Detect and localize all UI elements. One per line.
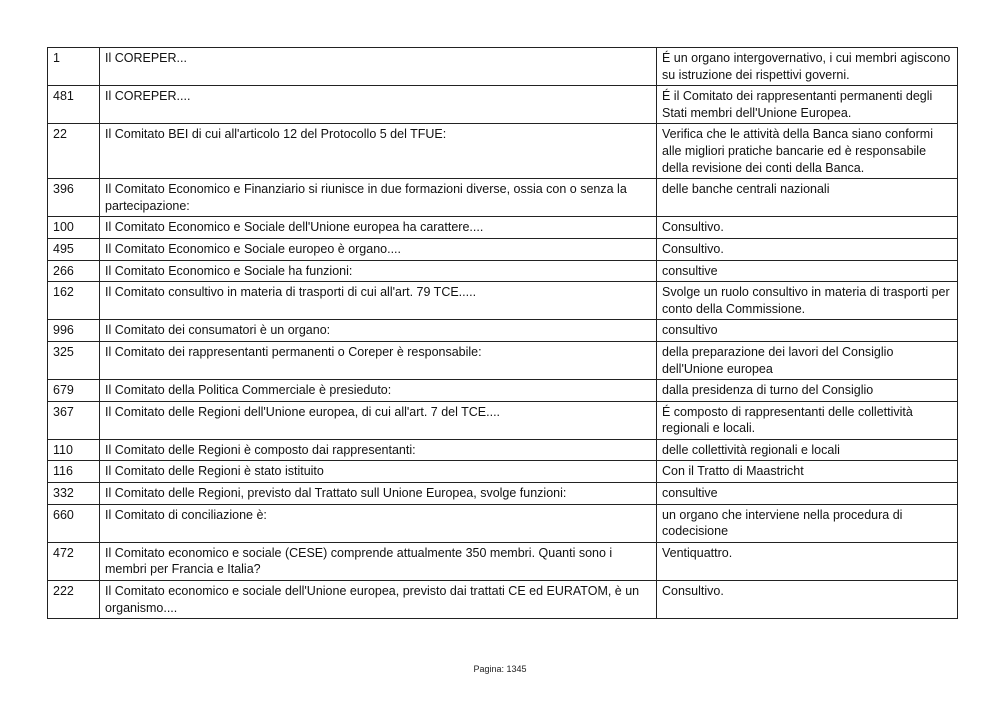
question-number-cell: 266 — [48, 260, 100, 282]
page-footer: Pagina: 1345 — [473, 664, 527, 674]
question-cell: Il COREPER... — [100, 48, 657, 86]
table-row — [48, 320, 958, 342]
question-number-cell: 116 — [48, 461, 100, 483]
table-row — [48, 483, 958, 505]
table-row — [48, 48, 958, 86]
answer-cell: consultive — [657, 483, 958, 505]
question-number-cell: 367 — [48, 401, 100, 439]
question-number-cell: 996 — [48, 320, 100, 342]
table-row — [48, 542, 958, 580]
question-cell: Il Comitato delle Regioni dell'Unione europea, di cui all'art. 7 del TCE.... — [100, 401, 657, 439]
question-number-cell: 222 — [48, 581, 100, 619]
question-cell: Il Comitato di conciliazione è: — [100, 504, 657, 542]
table-row — [48, 282, 958, 320]
question-cell: Il Comitato consultivo in materia di trasporti di cui all'art. 79 TCE..... — [100, 282, 657, 320]
table-row — [48, 401, 958, 439]
table-row — [48, 217, 958, 239]
question-cell: Il Comitato dei rappresentanti permanenti o Coreper è responsabile: — [100, 341, 657, 379]
answer-cell: consultivo — [657, 320, 958, 342]
question-cell: Il Comitato delle Regioni è composto dai rappresentanti: — [100, 439, 657, 461]
answer-cell: consultive — [657, 260, 958, 282]
question-cell: Il COREPER.... — [100, 86, 657, 124]
answer-cell: Svolge un ruolo consultivo in materia di trasporti per conto della Commissione. — [657, 282, 958, 320]
table-row — [48, 461, 958, 483]
table-row — [48, 179, 958, 217]
question-cell: Il Comitato economico e sociale dell'Unione europea, previsto dai trattati CE ed EURATOM, è un organismo.... — [100, 581, 657, 619]
answer-cell: Con il Tratto di Maastricht — [657, 461, 958, 483]
answer-cell: Consultivo. — [657, 238, 958, 260]
question-cell: Il Comitato BEI di cui all'articolo 12 del Protocollo 5 del TFUE: — [100, 124, 657, 179]
question-number-cell: 325 — [48, 341, 100, 379]
question-cell: Il Comitato Economico e Finanziario si riunisce in due formazioni diverse, ossia con o senza la partecipazione: — [100, 179, 657, 217]
question-number-cell: 472 — [48, 542, 100, 580]
answer-cell: un organo che interviene nella procedura di codecisione — [657, 504, 958, 542]
question-cell: Il Comitato della Politica Commerciale è presieduto: — [100, 380, 657, 402]
answer-cell: Consultivo. — [657, 581, 958, 619]
question-cell: Il Comitato Economico e Sociale dell'Unione europea ha carattere.... — [100, 217, 657, 239]
question-number-cell: 481 — [48, 86, 100, 124]
question-number-cell: 110 — [48, 439, 100, 461]
answer-cell: della preparazione dei lavori del Consiglio dell'Unione europea — [657, 341, 958, 379]
question-number-cell: 332 — [48, 483, 100, 505]
table-row — [48, 238, 958, 260]
question-number-cell: 100 — [48, 217, 100, 239]
answer-cell: Ventiquattro. — [657, 542, 958, 580]
answer-cell: delle banche centrali nazionali — [657, 179, 958, 217]
question-cell: Il Comitato Economico e Sociale ha funzioni: — [100, 260, 657, 282]
answer-cell: Consultivo. — [657, 217, 958, 239]
question-cell: Il Comitato economico e sociale (CESE) comprende attualmente 350 membri. Quanti sono i membri per Francia e Italia? — [100, 542, 657, 580]
answer-cell: É il Comitato dei rappresentanti permanenti degli Stati membri dell'Unione Europea. — [657, 86, 958, 124]
table-row — [48, 341, 958, 379]
table-row — [48, 124, 958, 179]
question-number-cell: 679 — [48, 380, 100, 402]
answer-cell: delle collettività regionali e locali — [657, 439, 958, 461]
question-number-cell: 1 — [48, 48, 100, 86]
table-row — [48, 86, 958, 124]
question-number-cell: 660 — [48, 504, 100, 542]
table-row — [48, 380, 958, 402]
table-row — [48, 439, 958, 461]
answer-cell: É un organo intergovernativo, i cui membri agiscono su istruzione dei rispettivi governi. — [657, 48, 958, 86]
question-cell: Il Comitato Economico e Sociale europeo è organo.... — [100, 238, 657, 260]
question-number-cell: 22 — [48, 124, 100, 179]
question-number-cell: 162 — [48, 282, 100, 320]
quiz-table-body — [48, 48, 958, 619]
question-cell: Il Comitato dei consumatori è un organo: — [100, 320, 657, 342]
quiz-table — [47, 47, 958, 619]
question-cell: Il Comitato delle Regioni è stato istituito — [100, 461, 657, 483]
table-row — [48, 581, 958, 619]
table-row — [48, 504, 958, 542]
question-cell: Il Comitato delle Regioni, previsto dal Trattato sull Unione Europea, svolge funzioni: — [100, 483, 657, 505]
answer-cell: Verifica che le attività della Banca siano conformi alle migliori pratiche bancarie ed è responsabile della revisione dei conti della Banca. — [657, 124, 958, 179]
table-row — [48, 260, 958, 282]
question-number-cell: 495 — [48, 238, 100, 260]
quiz-table-container — [47, 47, 957, 619]
answer-cell: É composto di rappresentanti delle collettività regionali e locali. — [657, 401, 958, 439]
answer-cell: dalla presidenza di turno del Consiglio — [657, 380, 958, 402]
question-number-cell: 396 — [48, 179, 100, 217]
